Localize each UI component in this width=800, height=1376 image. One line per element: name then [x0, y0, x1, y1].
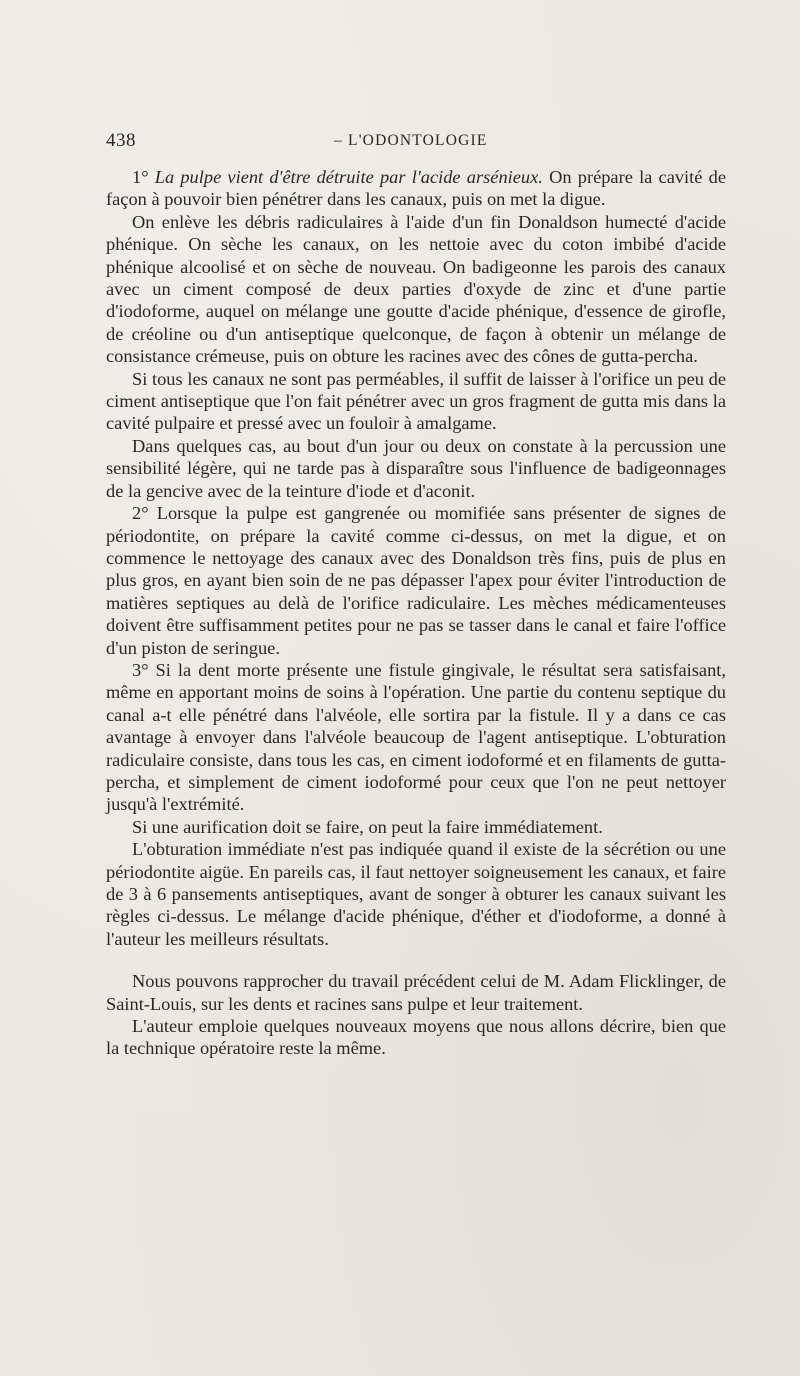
paragraph-5: 2° Lorsque la pulpe est gangrenée ou momifiée sans présenter de signes de périodontite, on prépare la cavité comme ci-dessus, on met la digue, et on commence le nettoyage des canaux avec des Donaldson très fins, puis de plus en plus gros, en ayant bien soin de ne pas dépasser l'apex pour éviter l'introduction de matières septiques au delà de l'orifice radiculaire. Les mèches médicamenteuses doivent être suffisamment petites pour ne pas se tasser dans le canal et faire l'office d'un piston de seringue. — [106, 503, 726, 658]
paragraph-7: Si une aurification doit se faire, on peut la faire immédiatement. — [132, 816, 603, 837]
paragraph-1 — [106, 166, 726, 211]
running-head: – L'ODONTOLOGIE — [334, 132, 488, 149]
page-number: 438 — [106, 130, 136, 151]
body-text — [106, 166, 726, 1060]
paragraph-3: Si tous les canaux ne sont pas perméables, il suffit de laisser à l'orifice un peu de ciment antiseptique que l'on fait pénétrer avec un gros fragment de gutta mis dans la cavité pulpaire et pressé avec un fouloir à amalgame. — [106, 368, 726, 434]
page-header — [106, 130, 726, 154]
paragraph-1-italic-heading: La pulpe vient d'être détruite par l'acide arsénieux. — [154, 167, 543, 187]
paragraph-6: 3° Si la dent morte présente une fistule gingivale, le résultat sera satisfaisant, même en apportant moins de soins à l'opération. Une partie du contenu septique du canal a-t elle pénétré dans l'alvéole, elle sortira par la fistule. Il y a dans ce cas avantage à envoyer dans l'alvéole beaucoup de l'agent antiseptique. L'obturation radiculaire consiste, dans tous les cas, en ciment iodoformé et en filaments de gutta-percha, et simplement de ciment iodoformé pour ceux que l'on ne peut nettoyer jusqu'à l'extrémité. — [106, 659, 726, 815]
paragraph-2: On enlève les débris radiculaires à l'aide d'un fin Donaldson humecté d'acide phénique. On sèche les canaux, on les nettoie avec du coton imbibé d'acide phénique alcoolisé et on sèche de nouveau. On badigeonne les parois des canaux avec un ciment composé de deux parties d'oxyde de zinc et d'une partie d'iodoforme, auquel on mélange une goutte d'acide phénique, d'essence de girofle, de créoline ou d'un antiseptique quelconque, de façon à obtenir un mélange de consistance crémeuse, puis on obture les racines avec des cônes de gutta-percha. — [106, 211, 726, 367]
paragraph-9: Nous pouvons rapprocher du travail précédent celui de M. Adam Flicklinger, de Saint-Louis, sur les dents et racines sans pulpe et leur traitement. — [106, 971, 726, 1014]
paragraph-8: L'obturation immédiate n'est pas indiquée quand il existe de la sécrétion ou une périodontite aigüe. En pareils cas, il faut nettoyer soigneusement les canaux, et faire de 3 à 6 pansements antiseptiques, avant de songer à obturer les canaux suivant les règles ci-dessus. Le mélange d'acide phénique, d'éther et d'iodoforme, a donné à l'auteur les meilleurs résultats. — [106, 839, 726, 949]
paragraph-1-text: On prépare la cavité de façon à pouvoir bien pénétrer dans les canaux, puis on met la digue. — [106, 167, 726, 210]
paragraph-4: Dans quelques cas, au bout d'un jour ou deux on constate à la percussion une sensibilité légère, qui ne tarde pas à disparaître sous l'influence de badigeonnages de la gencive avec de la teinture d'iode et d'aconit. — [106, 435, 726, 501]
paragraph-10: L'auteur emploie quelques nouveaux moyens que nous allons décrire, bien que la technique opératoire reste la même. — [106, 1016, 726, 1059]
paragraph-1-lead: 1° — [132, 167, 155, 187]
